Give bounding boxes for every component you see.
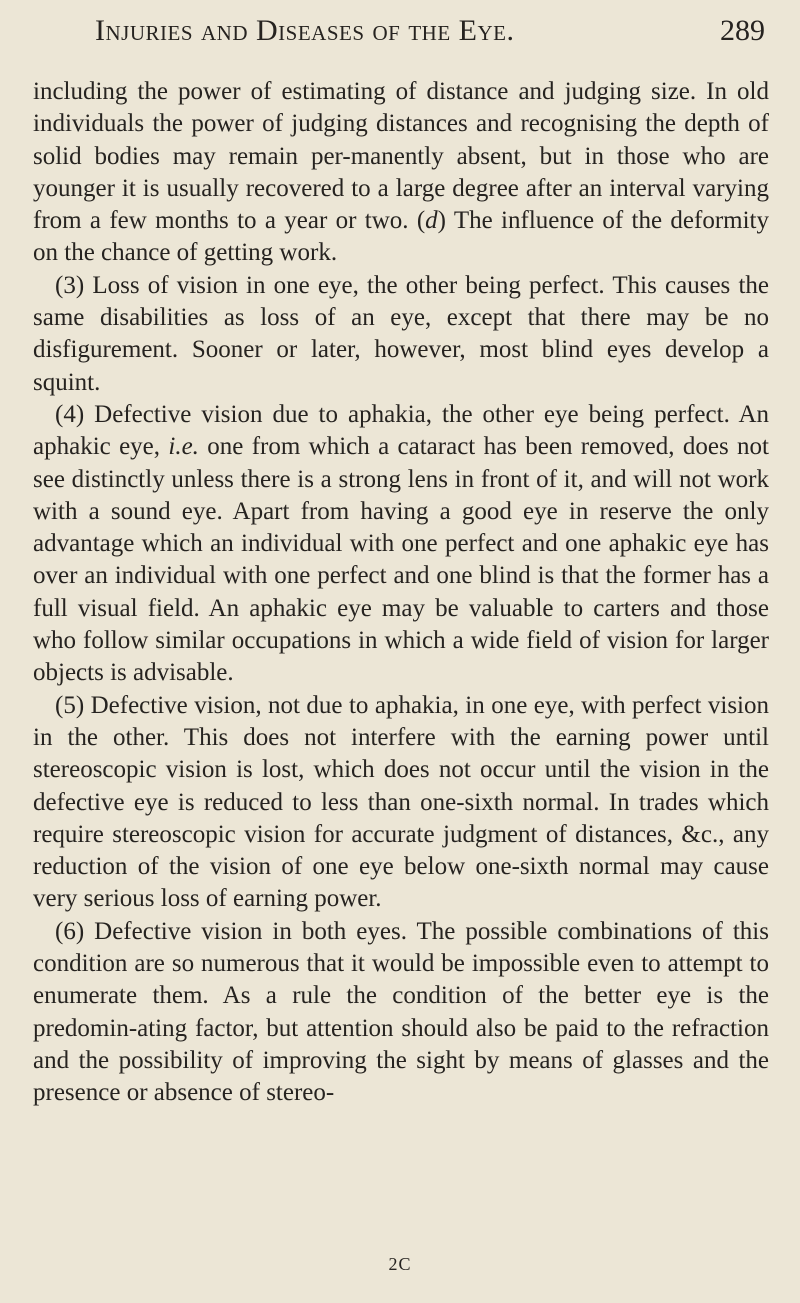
paragraph <box>33 270 769 399</box>
paragraph <box>33 399 769 690</box>
italic-text-run: i.e. <box>168 433 199 461</box>
paragraph <box>33 76 769 270</box>
text-run: one from which a cataract has been removed, does not see distinctly unless there is a strong lens in front of it, and will not work with a sound eye. Apart from having a good eye in reserve the only advantage which an individual with one perfect and one aphakic eye has over an individual with one perfect and one blind is that the former has a full visual field. An aphakic eye may be valuable to carters and those who follow similar occupations in which a wide field of vision for larger objects is advisable. <box>33 433 769 687</box>
running-head <box>95 14 765 54</box>
paragraph <box>33 690 769 916</box>
paragraph <box>33 916 769 1110</box>
text-run: including the power of estimating of distance and judging size. In old individuals the power of judging distances and recognising the depth of solid bodies may remain per-manently absent, but in those who are younger it is usually recovered to a large degree after an interval varying from a few months to a year or two. ( <box>33 78 769 235</box>
text-run: (4) Defective vision due to aphakia, the other eye being perfect. An aphakic eye, <box>33 400 769 461</box>
italic-text-run: d <box>425 207 438 235</box>
body-text <box>33 76 769 1110</box>
text-run: (3) Loss of vision in one eye, the other being perfect. This causes the same disabilities as loss of an eye, except that there may be no disfigurement. Sooner or later, however, most blind eyes develop a squint. <box>33 271 769 396</box>
page-number: 289 <box>720 14 765 47</box>
signature-mark: 2C <box>388 1254 412 1274</box>
text-run: (5) Defective vision, not due to aphakia, in one eye, with perfect vision in the other. This does not interfere with the earning power until stereoscopic vision is lost, which does not occur until the vision in the defective eye is reduced to less than one-sixth normal. In trades which require stereoscopic vision for accurate judgment of distances, &c., any reduction of the vision of one eye below one-sixth normal may cause very serious loss of earning power. <box>33 691 769 913</box>
text-run: (6) Defective vision in both eyes. The possible combinations of this condition are so numerous that it would be impossible even to attempt to enumerate them. As a rule the condition of the better eye is the predomin-ating factor, but attention should also be paid to the refraction and the possibility of improving the sight by means of glasses and the presence or absence of stereo- <box>33 917 769 1107</box>
running-title: Injuries and Diseases of the Eye. <box>95 14 515 47</box>
text-run: ) The influence of the deformity on the chance of getting work. <box>33 207 769 267</box>
